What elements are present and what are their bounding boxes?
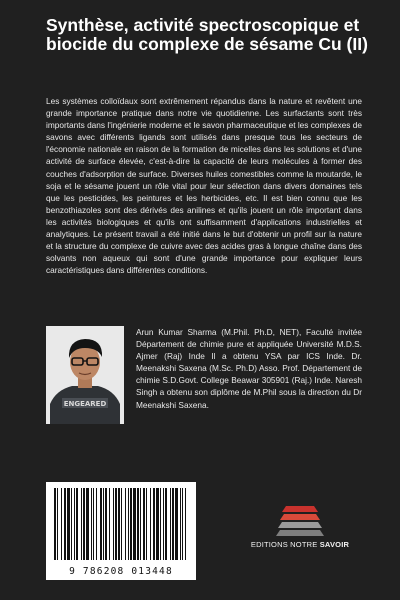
barcode-bar bbox=[125, 488, 126, 560]
barcode-bar bbox=[153, 488, 155, 560]
publisher-name bbox=[250, 540, 350, 549]
isbn-digits: 9 786208 013448 bbox=[69, 566, 173, 577]
barcode-bar bbox=[128, 488, 129, 560]
author-photo-illustration bbox=[46, 326, 124, 424]
barcode-bar bbox=[103, 488, 104, 560]
barcode-bar bbox=[143, 488, 145, 560]
publisher-logo-icon bbox=[250, 500, 350, 538]
publisher-logo bbox=[250, 500, 350, 560]
barcode-bar bbox=[130, 488, 132, 560]
barcode-bar bbox=[137, 488, 139, 560]
book-title: Synthèse, activité spectroscopique et biocide du complexe de sésame Cu (II) bbox=[46, 15, 368, 54]
barcode-bar bbox=[150, 488, 151, 560]
barcode-bar bbox=[96, 488, 97, 560]
barcode-bar bbox=[133, 488, 136, 560]
barcode-bar bbox=[165, 488, 167, 560]
barcode-bar bbox=[121, 488, 122, 560]
barcode-bar bbox=[160, 488, 161, 560]
barcode-bar bbox=[185, 488, 186, 560]
barcode-bar bbox=[172, 488, 174, 560]
shirt-print-text: ENGEARED bbox=[63, 400, 107, 408]
barcode-bar bbox=[74, 488, 75, 560]
barcode-bar bbox=[170, 488, 171, 560]
author-photo bbox=[46, 326, 124, 424]
barcode-bar bbox=[76, 488, 78, 560]
barcode-bar bbox=[175, 488, 178, 560]
barcode-bar bbox=[118, 488, 120, 560]
barcode-bar bbox=[146, 488, 147, 560]
publisher-name-prefix: EDITIONS NOTRE bbox=[250, 540, 320, 549]
barcode-bar bbox=[86, 488, 89, 560]
barcode-bar bbox=[81, 488, 82, 560]
barcode-bar bbox=[93, 488, 94, 560]
barcode-bar bbox=[105, 488, 107, 560]
barcode-bar bbox=[57, 488, 58, 560]
barcode-bar bbox=[67, 488, 70, 560]
barcode-bar bbox=[100, 488, 102, 560]
isbn-barcode bbox=[46, 482, 196, 580]
barcode-bar bbox=[180, 488, 181, 560]
barcode-bar bbox=[140, 488, 141, 560]
barcode-bar bbox=[156, 488, 159, 560]
barcode-bar bbox=[54, 488, 56, 560]
publisher-name-suffix: SAVOIR bbox=[319, 540, 350, 549]
book-blurb: Les systèmes colloïdaux sont extrêmement répandus dans la nature et revêtent une grande importance pratique dans notre vie quotidienne. Les surfactants sont très importants dans l'ingénierie moderne et le savon pharmaceutique et les complexes de savons avec différents ligands sont utilisés dans presque tous les secteurs de l'économie nationale en raison de la formation de micelles dans les solutions et d'une activité de surface élevée, c'est-à-dire la capacité de leurs molécules à former des couches d'adsorption de surface. Diverses huiles comestibles comme la moutarde, le soja et le sésame jouent un rôle vital pour leur sélection dans divers domaines tels que les pesticides, les peintures et les herbicides, etc. Il est bien connu que les benzothiazoles sont des dérivés des anilines et qu'ils jouent un rôle important dans les activités biologiques et qu'ils ont suffisamment d'applications industrielles et analytiques. Le présent travail a été initié dans le but d'obtenir un profil sur la nature et la structure du complexe de cuivre avec des acides gras à longue chaîne dans des solvants non aqueux qui sont d'une grande importance pour expliquer leurs caractéristiques dans différentes conditions. bbox=[46, 96, 362, 276]
barcode-bar bbox=[64, 488, 66, 560]
barcode-bar bbox=[115, 488, 117, 560]
barcode-bar bbox=[71, 488, 72, 560]
barcode-bar bbox=[61, 488, 62, 560]
author-bio: Arun Kumar Sharma (M.Phil. Ph.D, NET), Faculté invitée Département de chimie pure et appliquée Université M.D.S. Ajmer (Raj) Inde Il a obtenu YSA par ICS Inde. Dr. Meenakshi Saxena (M.Sc. Ph.D) Asso. Prof. Département de chimie S.D.Govt. College Beawar 305901 (Raj.) Inde. Naresh Singh a obtenu son diplôme de M.Phil sous la direction du Dr Meenakshi Saxena. bbox=[136, 327, 362, 410]
barcode-bar bbox=[109, 488, 110, 560]
barcode-bars bbox=[46, 482, 196, 566]
barcode-bar bbox=[113, 488, 114, 560]
barcode-bar bbox=[163, 488, 164, 560]
barcode-bar bbox=[182, 488, 183, 560]
barcode-bar bbox=[91, 488, 92, 560]
barcode-bar bbox=[83, 488, 85, 560]
